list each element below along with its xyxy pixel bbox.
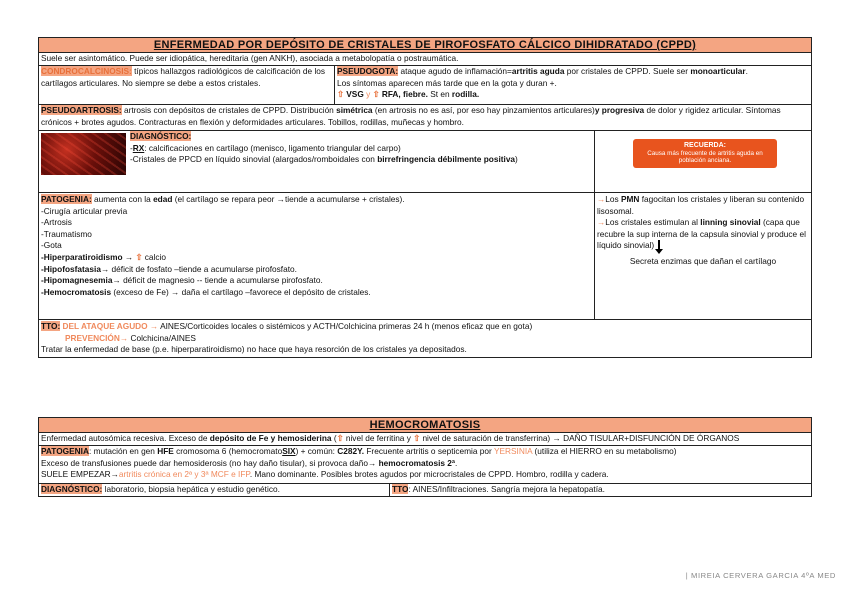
pseudogota-bold-1: artritis aguda — [511, 66, 565, 76]
patogenia-item: -Cirugía articular previa — [41, 205, 128, 216]
diagnostico-cell — [39, 131, 594, 192]
condrocalcinosis-cell — [39, 66, 334, 104]
hemo-patogenia-label: PATOGENIA — [41, 446, 89, 456]
tto-agudo-text: AINES/Corticoides locales o sistémicos y ACTH/Colchicina primeras 24 h (menos eficaz que en gota) — [158, 321, 533, 331]
up-arrow-icon: ⇧ — [337, 89, 344, 100]
pseudoartrosis-text-1: artrosis con depósitos de cristales de CPPD. Distribución — [121, 105, 337, 115]
down-arrow-icon — [658, 240, 660, 252]
hemo-line-1 — [39, 432, 811, 445]
pseudoartrosis-label: PSEUDOARTROSIS: — [41, 105, 122, 115]
patogenia-edad: edad — [153, 194, 173, 204]
pseudoartrosis-bold-1: simétrica — [336, 105, 373, 115]
hemo-pat-l2-text-2: . — [455, 457, 458, 468]
cppd-title: ENFERMEDAD POR DEPÓSITO DE CRISTALES DE PIROFOSFATO CÁLCICO DIHIDRATADO (CPPD) — [39, 38, 811, 52]
hipofosfatasia-text: → déficit de fosfato –tiende a acumularse pirofosfato. — [100, 263, 297, 274]
patogenia-item: -Gota — [41, 240, 62, 251]
hiperparatiroidismo-text: calcio — [142, 251, 166, 262]
hemo-pat-text-3: ) + común: — [295, 446, 338, 456]
hemo-tto-label: TTO — [392, 484, 409, 494]
linning-sinovial: linning sinovial — [700, 217, 761, 228]
tto-label: TTO: — [41, 321, 61, 331]
cppd-condro-pseudogota-row — [39, 65, 811, 104]
pmn-text-1: Los — [605, 194, 621, 204]
diagnostico-text: DIAGNÓSTICO: -RX: calcificaciones en cartílago (menisco, ligamento triangular del carpo) -Cristales de PPCD en líquido sinovial (alargados/romboidales con birrefringencia débilmente positiva) — [130, 131, 518, 165]
pseudoartrosis-text-2: (en artrosis no es así, por eso hay pinzamientos articulares) — [372, 105, 595, 115]
pseudoartrosis-bold-2: y progresiva — [594, 105, 645, 115]
diagnostico-cristales-text: -Cristales de PPCD en líquido sinovial (alargados/romboidales con — [130, 154, 378, 165]
diagnostico-row — [39, 130, 811, 192]
diagnostico-rx-text: : calcificaciones en cartílago (menisco, ligamento triangular del carpo) — [144, 142, 401, 153]
pseudogota-text-1: ataque agudo de inflamación= — [398, 66, 512, 76]
pmn-text-5: Secreta enzimas que dañan el cartílago — [629, 256, 777, 267]
right-arrow-icon: → — [597, 194, 606, 204]
hemo-l1-text-2: ( — [331, 433, 337, 443]
tto-prevencion-text: Colchicina/AINES — [128, 332, 196, 343]
diagnostico-rx-label: RX — [132, 142, 145, 153]
hemocromatosis-label: -Hemocromatosis — [41, 286, 112, 297]
pmn-text-4: (capa que recubre la sup interna de la capsula sinovial y produce el líquido sinovial) — [597, 217, 806, 251]
cppd-intro: Suele ser asintomático. Puede ser idiopática, hereditaria (gen ANKH), asociada a metabolopatía o postraumática. — [39, 52, 811, 65]
hemo-c282y: C282Y. — [337, 446, 365, 456]
up-arrow-icon: ⇧ — [336, 433, 344, 443]
hemo-pat-l3-text-2: . Mano dominante. Posibles brotes agudos por microcristales de CPPD. Hombro, rodilla y cadera. — [249, 469, 609, 480]
hemo-pat-text-4: Frecuente artritis o septicemia por — [364, 446, 494, 456]
up-arrow-icon: ⇧ — [135, 251, 143, 262]
hemo-artritis-cronica: artritis crónica en 2ª y 3ª MCF e IFP — [118, 469, 250, 480]
hemo-l1-text-3: nivel de ferritina y — [343, 433, 414, 443]
hemo-pat-text-1: : mutación en gen — [88, 446, 158, 456]
recuerda-title: RECUERDA: — [684, 142, 726, 149]
tto-prevencion-label: PREVENCIÓN→ — [65, 332, 129, 343]
pseudogota-rfa: RFA, fiebre. — [379, 89, 428, 100]
hemo-pat-text-5: (utiliza el HIERRO en su metabolismo) — [532, 446, 677, 456]
pseudogota-text-2: por cristales de CPPD. Suele ser — [564, 66, 691, 76]
hemo-hfe: HFE — [157, 446, 174, 456]
hiperparatiroidismo-label: -Hiperparatiroidismo → — [41, 251, 134, 262]
hemo-l1-text-4: nivel de saturación de transferrina) → DAÑO TISULAR+DISFUNCIÓN DE ÓRGANOS — [420, 433, 740, 443]
pseudogota-y: y — [363, 89, 373, 100]
hemocromatosis-table — [38, 417, 812, 497]
hemo-pat-l3-text-1: SUELE EMPEZAR→ — [41, 469, 119, 480]
condrocalcinosis-text: típicos hallazgos radiológicos de calcificación de los cartílagos articulares. No siempre se debe a estos cristales. — [41, 66, 326, 88]
pmn-text-2: fagocitan los cristales y liberan su contenido lisosomal. — [597, 194, 805, 216]
pseudoartrosis-row — [39, 104, 811, 130]
patogenia-row — [39, 192, 811, 319]
pseudogota-line-2: Los síntomas aparecen más tarde que en la gota y duran +. — [337, 77, 557, 88]
patogenia-text-2: (el cartílago se repara peor →tiende a acumularse + cristales). — [172, 194, 405, 204]
hemo-l1-text-1: Enfermedad autosómica recesiva. Exceso de — [41, 433, 210, 443]
pseudogota-label: PSEUDOGOTA: — [337, 66, 399, 76]
tto-agudo-label: DEL ATAQUE AGUDO → — [60, 321, 159, 331]
pmn-bold: PMN — [620, 194, 640, 204]
hipomagnesemia-text: → déficit de magnesio -- tiende a acumularse pirofosfato. — [112, 275, 323, 286]
hemo-patogenia-row — [39, 445, 811, 483]
hemo-pat-l2-text-1: Exceso de transfusiones puede dar hemosiderosis (no hay daño tisular), si provoca daño→ — [41, 457, 379, 468]
hemo-diag-cell — [39, 484, 389, 496]
hemo-title: HEMOCROMATOSIS — [39, 418, 811, 432]
microscopy-image — [41, 133, 126, 175]
pseudogota-rodilla: rodilla. — [451, 89, 480, 100]
hemo-tto-text: : AINES/Infiltraciones. Sangría mejora la hepatopatía. — [408, 484, 605, 494]
pseudogota-cell — [334, 66, 811, 104]
hemo-deposito: depósito de Fe y hemosiderina — [209, 433, 332, 443]
pmn-cell — [594, 193, 811, 319]
right-arrow-icon: → — [597, 217, 606, 228]
tto-row — [39, 319, 811, 357]
hemocromatosis-text: (exceso de Fe) → daña el cartílago –favorece el depósito de cristales. — [111, 286, 371, 297]
recuerda-cell — [594, 131, 811, 192]
hemo-diag-tto-row — [39, 483, 811, 496]
hipomagnesemia-label: -Hipomagnesemia — [41, 275, 113, 286]
patogenia-cell — [39, 193, 594, 319]
tto-base-text: Tratar la enfermedad de base (p.e. hiperparatiroidismo) no hace que haya resorción de los cristales ya depositados. — [41, 344, 467, 355]
diagnostico-label: DIAGNÓSTICO: — [130, 131, 192, 141]
patogenia-text-1: aumenta con la — [91, 194, 154, 204]
pmn-text-3: Los cristales estimulan al — [605, 217, 701, 228]
diagnostico-birrefringencia: birrefringencia débilmente positiva — [377, 154, 516, 165]
pseudoartrosis-text-3: de dolor y rigidez articular. Síntomas crónicos + brotes agudos. Contracturas en flexión y deformidades articulares. Tobillos, rodillas, muñecas y hombro. — [41, 105, 781, 127]
hemo-yersinia: YERSINIA — [493, 446, 533, 456]
up-arrow-icon: ⇧ — [413, 433, 421, 443]
cppd-table — [38, 37, 812, 358]
pseudogota-st: St en — [427, 89, 452, 100]
hemo-tto-cell — [389, 484, 811, 496]
recuerda-text: Causa más frecuente de artritis aguda en población anciana. — [647, 149, 763, 165]
patogenia-item: -Artrosis — [41, 217, 72, 228]
hemo-six: SIX — [282, 446, 296, 456]
patogenia-label: PATOGENIA: — [41, 194, 92, 204]
hemo-pat-text-2: cromosoma 6 (hemocromato — [173, 446, 283, 456]
condrocalcinosis-label: CONDROCALCINOSIS: — [41, 66, 132, 76]
patogenia-item: -Traumatismo — [41, 228, 92, 239]
pseudogota-vsg: VSG — [346, 89, 364, 100]
hemo-hemocromatosis-2: hemocromatosis 2ª — [378, 457, 455, 468]
diagnostico-cristales-end: ) — [515, 154, 518, 165]
pseudogota-bold-2: monoarticular — [690, 66, 746, 76]
up-arrow-icon: ⇧ — [372, 89, 380, 100]
footer-author: | MIREIA CERVERA GARCIA 4ºA MED — [685, 571, 836, 580]
pseudogota-text-3: . — [745, 66, 748, 76]
hemo-diag-text: laboratorio, biopsia hepática y estudio genético. — [102, 484, 280, 494]
hemo-diag-label: DIAGNÓSTICO: — [41, 484, 103, 494]
recuerda-badge — [633, 139, 777, 168]
hipofosfatasia-label: -Hipofosfatasia — [41, 263, 101, 274]
